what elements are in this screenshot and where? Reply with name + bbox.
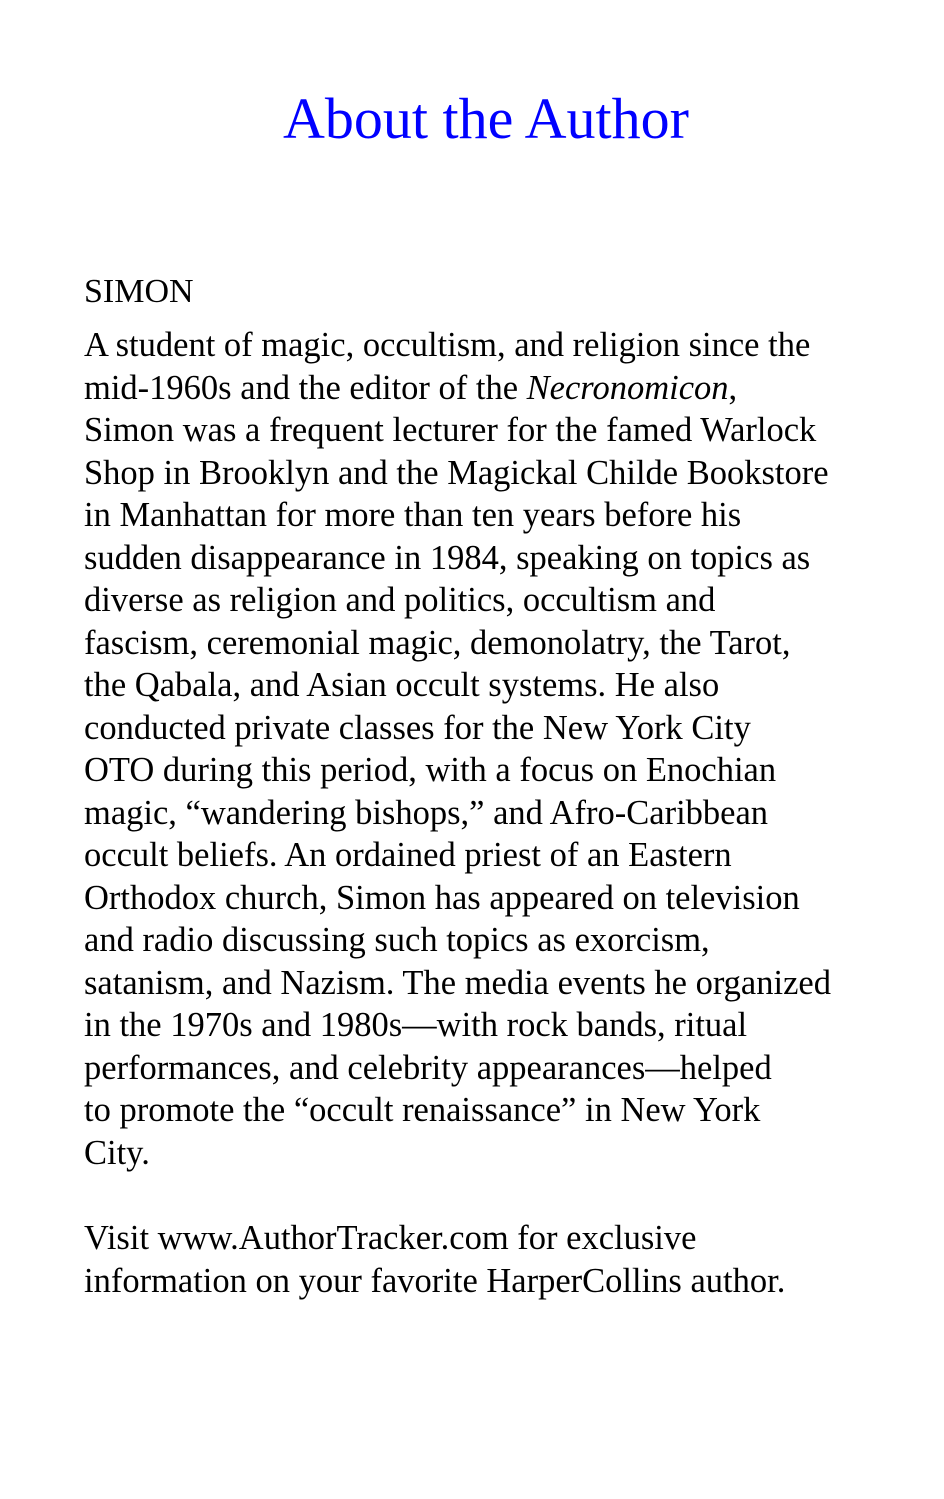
bio-line: diverse as religion and politics, occultism and xyxy=(84,581,716,619)
promo-line: information on your favorite HarperCollins author. xyxy=(84,1261,786,1300)
bio-line: Orthodox church, Simon has appeared on television xyxy=(84,878,800,917)
bio-line: sudden disappearance in 1984, speaking on topics as xyxy=(84,538,811,577)
bio-line: magic, “wandering bishops,” and Afro-Caribbean xyxy=(84,793,769,832)
bio-line: to promote the “occult renaissance” in New York xyxy=(84,1091,761,1129)
authortracker-promo xyxy=(84,1217,904,1302)
page-title: About the Author xyxy=(283,86,689,151)
author-name: SIMON xyxy=(84,273,194,310)
bio-line: A student of magic, occultism, and religion since the xyxy=(84,326,811,364)
promo-line: Visit www.AuthorTracker.com for exclusive xyxy=(84,1219,697,1257)
bio-line: City. xyxy=(84,1133,150,1172)
bio-text: mid-1960s and the editor of the xyxy=(84,368,527,407)
bio-text: , xyxy=(728,368,738,407)
bio-line: fascism, ceremonial magic, demonolatry, the Tarot, xyxy=(84,623,791,662)
author-bio xyxy=(84,324,904,1174)
bio-line: conducted private classes for the New York City xyxy=(84,708,751,747)
bio-line: in Manhattan for more than ten years before his xyxy=(84,496,742,534)
bio-line: the Qabala, and Asian occult systems. He also xyxy=(84,666,720,704)
bio-line: and radio discussing such topics as exorcism, xyxy=(84,921,710,959)
bio-line: Simon was a frequent lecturer for the famed Warlock xyxy=(84,411,817,449)
bio-line: in the 1970s and 1980s—with rock bands, ritual xyxy=(84,1006,748,1044)
bio-line: occult beliefs. An ordained priest of an Eastern xyxy=(84,836,732,874)
bio-line: Shop in Brooklyn and the Magickal Childe Bookstore xyxy=(84,453,829,492)
bio-line: satanism, and Nazism. The media events he organized xyxy=(84,963,831,1002)
bio-line xyxy=(84,367,904,410)
bio-line: OTO during this period, with a focus on Enochian xyxy=(84,751,777,789)
bio-line: performances, and celebrity appearances—helped xyxy=(84,1048,772,1087)
book-title-italic: Necronomicon xyxy=(526,368,729,407)
